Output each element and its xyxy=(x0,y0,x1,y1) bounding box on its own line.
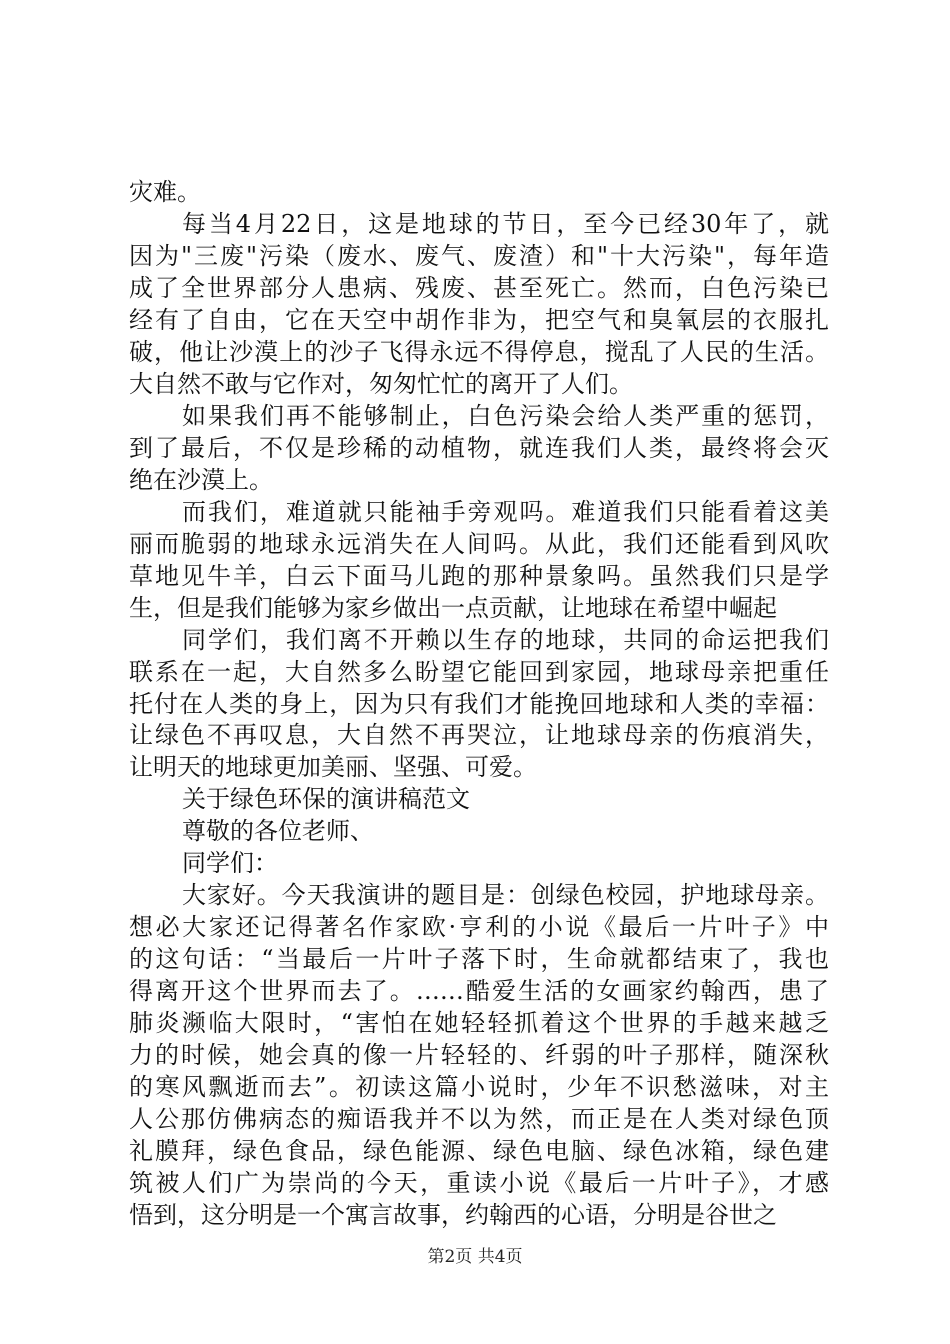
text-line: 大家好。今天我演讲的题目是：创绿色校园，护地球母亲。 xyxy=(182,881,829,909)
text-line: 尊敬的各位老师、 xyxy=(182,817,374,845)
text-line: 托付在人类的身上，因为只有我们才能挽回地球和人类的幸福： xyxy=(129,690,829,718)
text-line: 绝在沙漠上。 xyxy=(129,466,273,494)
text-line: 悟到，这分明是一个寓言故事，约翰西的心语，分明是谷世之 xyxy=(129,1201,777,1229)
text-line: 让绿色不再叹息，大自然不再哭泣，让地球母亲的伤痕消失， xyxy=(129,721,829,749)
text-line: 关于绿色环保的演讲稿范文 xyxy=(182,785,470,813)
text-line: 筑被人们广为崇尚的今天，重读小说《最后一片叶子》，才感 xyxy=(129,1169,829,1197)
page-number-footer: 第2页 共4页 xyxy=(427,1247,523,1267)
text-line: 每当4月22日，这是地球的节日，至今已经30年了，就 xyxy=(182,210,829,238)
text-line: 因为"三废"污染（废水、废气、废渣）和"十大污染"，每年造 xyxy=(129,242,829,270)
text-line: 丽而脆弱的地球永远消失在人间吗。从此，我们还能看到风吹 xyxy=(129,530,829,558)
text-line: 礼膜拜，绿色食品，绿色能源、绿色电脑、绿色冰箱，绿色建 xyxy=(129,1137,829,1165)
text-line: 的寒风飘逝而去”。初读这篇小说时，少年不识愁滋味，对主 xyxy=(129,1073,829,1101)
text-line: 草地见牛羊，白云下面马儿跑的那种景象吗。虽然我们只是学 xyxy=(129,562,829,590)
text-line: 灾难。 xyxy=(129,178,201,206)
text-line: 同学们： xyxy=(182,849,278,877)
text-line: 经有了自由，它在天空中胡作非为，把空气和臭氧层的衣服扎 xyxy=(129,306,829,334)
text-line: 大自然不敢与它作对，匆匆忙忙的离开了人们。 xyxy=(129,370,633,398)
text-line: 而我们，难道就只能袖手旁观吗。难道我们只能看着这美 xyxy=(182,498,829,526)
text-line: 破，他让沙漠上的沙子飞得永远不得停息，搅乱了人民的生活。 xyxy=(129,338,829,366)
text-line: 得离开这个世界而去了。……酷爱生活的女画家约翰西，患了 xyxy=(129,977,829,1005)
text-line: 如果我们再不能够制止，白色污染会给人类严重的惩罚， xyxy=(182,402,829,430)
text-line: 同学们，我们离不开赖以生存的地球，共同的命运把我们 xyxy=(182,626,829,654)
text-line: 生，但是我们能够为家乡做出一点贡献，让地球在希望中崛起 xyxy=(129,594,777,622)
text-line: 力的时候，她会真的像一片轻轻的、纤弱的叶子那样，随深秋 xyxy=(129,1041,829,1069)
text-line: 成了全世界部分人患病、残废、甚至死亡。然而，白色污染已 xyxy=(129,274,829,302)
text-line: 想必大家还记得著名作家欧·亨利的小说《最后一片叶子》中 xyxy=(129,913,829,941)
text-line: 到了最后，不仅是珍稀的动植物，就连我们人类，最终将会灭 xyxy=(129,434,829,462)
text-line: 肺炎濒临大限时，“害怕在她轻轻抓着这个世界的手越来越乏 xyxy=(129,1009,829,1037)
text-line: 让明天的地球更加美丽、坚强、可爱。 xyxy=(129,753,537,781)
text-line: 的这句话：“当最后一片叶子落下时，生命就都结束了，我也 xyxy=(129,945,829,973)
text-line: 人公那仿佛病态的痴语我并不以为然，而正是在人类对绿色顶 xyxy=(129,1105,829,1133)
text-line: 联系在一起，大自然多么盼望它能回到家园，地球母亲把重任 xyxy=(129,658,829,686)
